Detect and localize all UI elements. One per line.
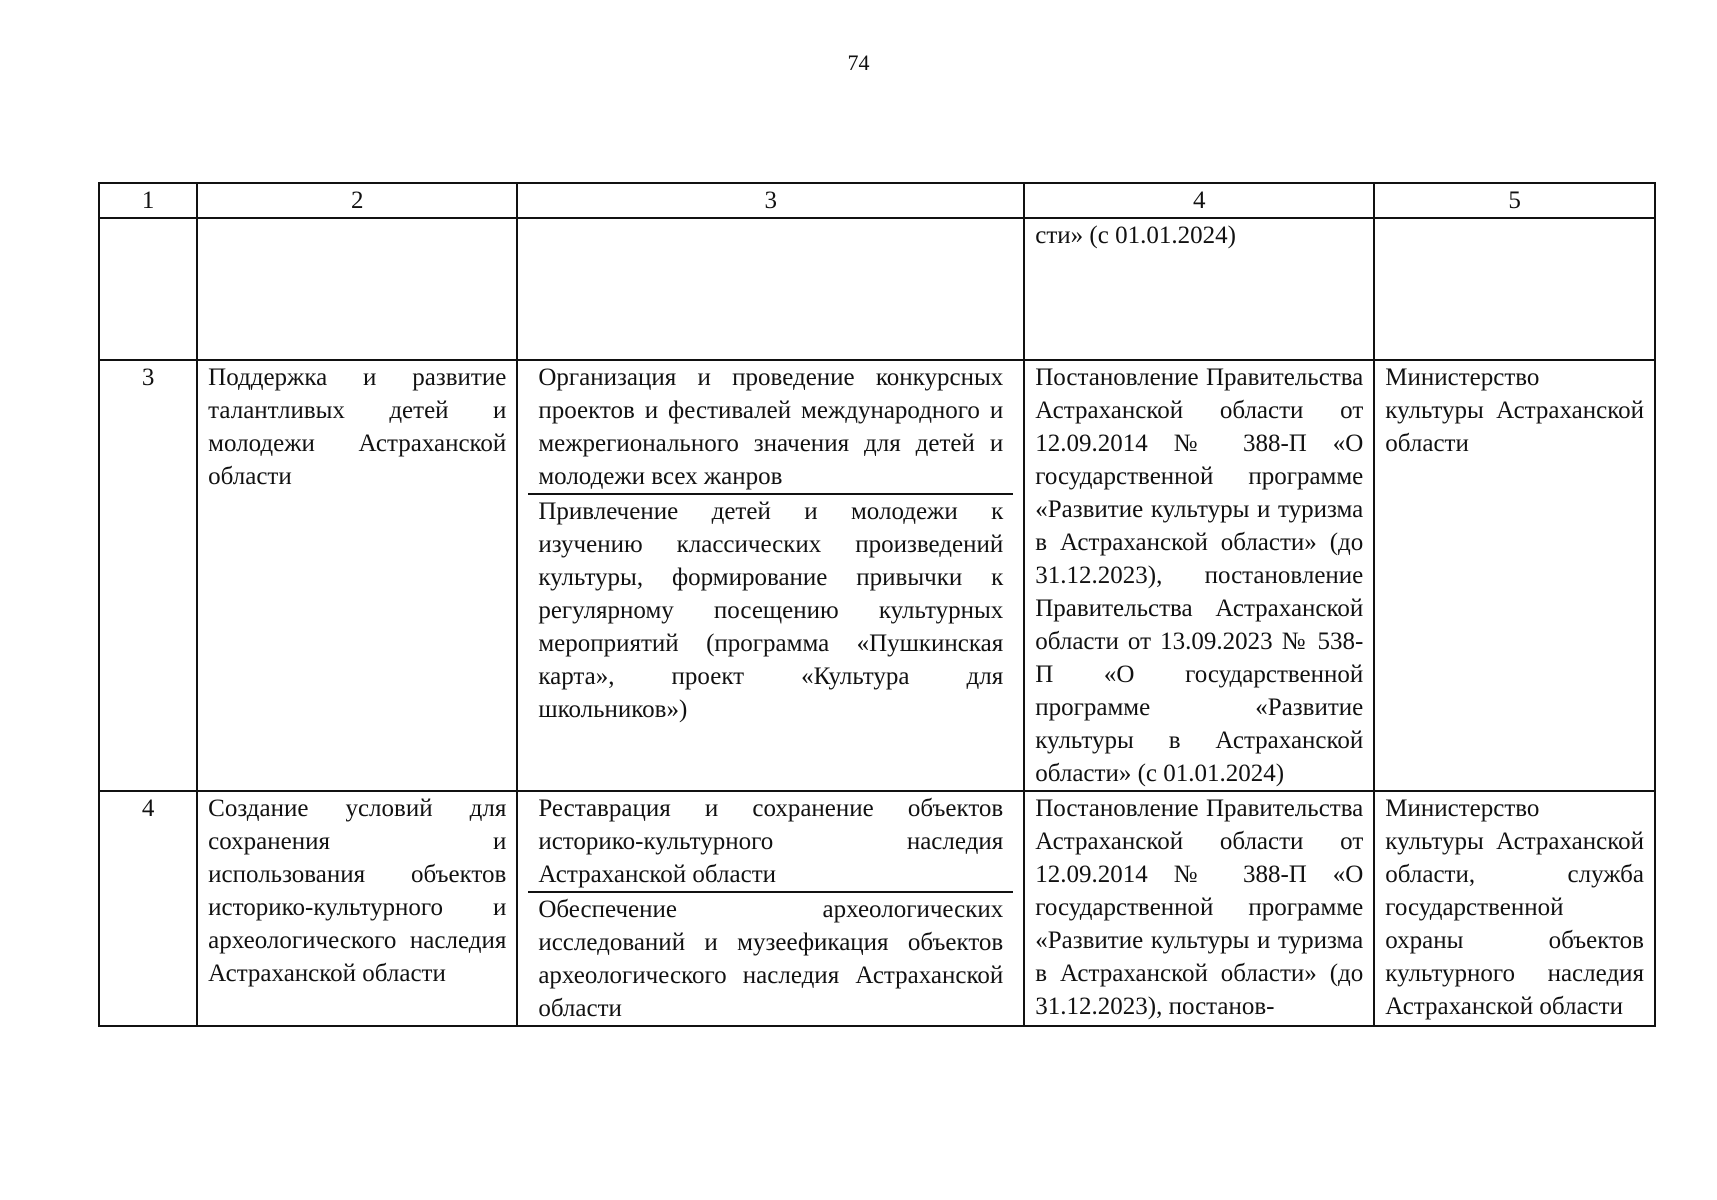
row-number: 4 (99, 791, 197, 1026)
row-measures (517, 360, 1024, 791)
table-header-row (99, 183, 1655, 218)
row-task-name: Поддержка и развитие талантливых детей и молодежи Астраханской области (197, 360, 517, 791)
row-responsible: Министерство культуры Астраханской области (1374, 360, 1655, 791)
row-documents: Постановление Правительства Астраханской области от 12.09.2014 № 388-П «О государственной программе «Развитие культуры и туризма в Астраханской области» (до 31.12.2023), постанов- (1024, 791, 1374, 1026)
header-col-5: 5 (1374, 183, 1655, 218)
cont-cell-documents: сти» (с 01.01.2024) (1024, 218, 1374, 360)
cont-cell-1 (99, 218, 197, 360)
measure-item: Обеспечение археологических исследований и музеефикация объектов археологического наследия Астраханской области (528, 891, 1013, 1025)
continuation-row (99, 218, 1655, 360)
table-row (99, 360, 1655, 791)
cont-cell-5 (1374, 218, 1655, 360)
measure-item: Реставрация и сохранение объектов историко-культурного наследия Астраханской области (538, 795, 1004, 888)
table-row (99, 791, 1655, 1026)
row-task-name: Создание условий для сохранения и использования объектов историко-культурного и археологического наследия Астраханской области (197, 791, 517, 1026)
row-responsible: Министерство культуры Астраханской области, служба государственной охраны объектов культурного наследия Астраханской области (1374, 791, 1655, 1026)
row-measures (517, 791, 1024, 1026)
measure-item: Привлечение детей и молодежи к изучению классических произведений культуры, формирование привычки к регулярному посещению культурных мероприятий (программа «Пушкинская карта», проект «Культура для школьников») (528, 493, 1013, 726)
cont-cell-2 (197, 218, 517, 360)
measure-item: Организация и проведение конкурсных проектов и фестивалей международного и межрегионального значения для детей и молодежи всех жанров (538, 364, 1004, 490)
program-table (98, 182, 1656, 1027)
row-documents: Постановление Правительства Астраханской области от 12.09.2014 № 388-П «О государственной программе «Развитие культуры и туризма в Астраханской области» (до 31.12.2023), постановление Правительства Астраханской области от 13.09.2023 № 538-П «О государственной программе «Развитие культуры в Астраханской области» (с 01.01.2024) (1024, 360, 1374, 791)
header-col-4: 4 (1024, 183, 1374, 218)
row-number: 3 (99, 360, 197, 791)
page-number: 74 (847, 50, 870, 75)
cont-cell-3 (517, 218, 1024, 360)
header-col-3: 3 (517, 183, 1024, 218)
header-col-2: 2 (197, 183, 517, 218)
header-col-1: 1 (99, 183, 197, 218)
